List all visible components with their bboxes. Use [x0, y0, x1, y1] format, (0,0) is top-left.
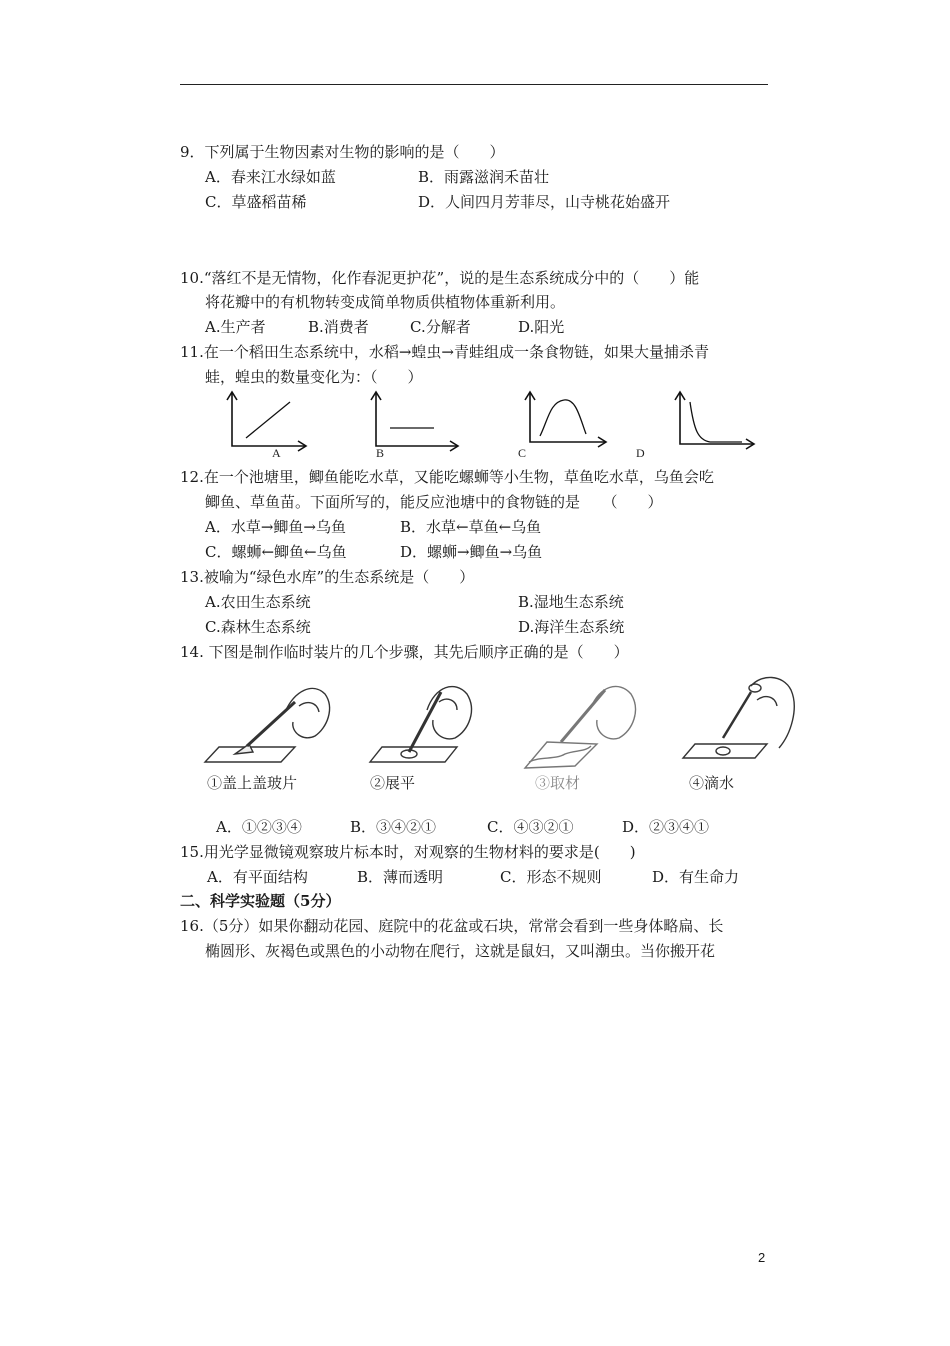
- q13-stem: 13.被喻为“绿色水库”的生态系统是（ ）: [180, 568, 475, 586]
- q14-step-illustrations: [195, 672, 805, 802]
- q9-option-b: B．雨露滋润禾苗壮: [418, 168, 550, 186]
- section2-title: 二、科学实验题（5分）: [180, 892, 341, 910]
- q12-option-c: C．螺蛳←鲫鱼←乌鱼: [205, 543, 347, 561]
- step2-label: ②展平: [370, 775, 416, 792]
- header-rule: [180, 84, 768, 85]
- q15-option-c: C．形态不规则: [500, 868, 602, 886]
- q12-option-b: B．水草←草鱼←乌鱼: [400, 518, 542, 536]
- q14-option-a: A．①②③④: [216, 818, 302, 836]
- q13-option-a: A.农田生态系统: [205, 593, 311, 611]
- q10-stem-line1: 10.“落红不是无情物，化作春泥更护花”，说的是生态系统成分中的（ ）能: [180, 269, 700, 287]
- q14-option-c: C．④③②①: [487, 818, 574, 836]
- q10-option-a: A.生产者: [205, 318, 266, 336]
- q16-stem-line2: 椭圆形、灰褐色或黑色的小动物在爬行，这就是鼠妇，又叫潮虫。当你搬开花: [205, 942, 716, 960]
- q10-option-d: D.阳光: [518, 318, 565, 336]
- q10-option-c: C.分解者: [410, 318, 471, 336]
- step4-illustration: [683, 677, 794, 758]
- q12-option-a: A．水草→鲫鱼→乌鱼: [205, 518, 346, 536]
- q12-option-d: D．螺蛳→鲫鱼→乌鱼: [400, 543, 543, 561]
- graph-b: [371, 392, 458, 460]
- q11-graphs: [220, 390, 780, 460]
- graph-d: [636, 392, 754, 460]
- graph-label-a: A: [272, 446, 281, 460]
- graph-label-b: B: [376, 446, 385, 460]
- q13-option-d: D.海洋生态系统: [518, 618, 625, 636]
- q11-stem-line2: 蛙，蝗虫的数量变化为：（ ）: [205, 368, 423, 386]
- q9-option-c: C．草盛稻苗稀: [205, 193, 307, 211]
- q14-option-d: D．②③④①: [622, 818, 710, 836]
- q9-option-a: A．春来江水绿如蓝: [205, 168, 336, 186]
- step3-illustration: [525, 686, 635, 768]
- graph-c: [518, 392, 606, 460]
- step3-label: ③取材: [535, 775, 581, 792]
- q15-option-a: A．有平面结构: [207, 868, 308, 886]
- graph-a: [227, 392, 306, 460]
- q13-option-b: B.湿地生态系统: [518, 593, 624, 611]
- q15-option-d: D．有生命力: [652, 868, 740, 886]
- graph-label-c: C: [518, 446, 527, 460]
- q12-stem-line1: 12.在一个池塘里，鲫鱼能吃水草，又能吃螺蛳等小生物，草鱼吃水草，乌鱼会吃: [180, 468, 714, 486]
- graph-label-d: D: [636, 446, 645, 460]
- q14-stem: 14. 下图是制作临时装片的几个步骤，其先后顺序正确的是（ ）: [180, 643, 629, 661]
- step1-label: ①盖上盖玻片: [207, 775, 298, 792]
- q16-stem-line1: 16.（5分）如果你翻动花园、庭院中的花盆或石块，常常会看到一些身体略扁、长: [180, 917, 724, 935]
- q12-stem-line2: 鲫鱼、草鱼苗。下面所写的，能反应池塘中的食物链的是 （ ）: [205, 493, 663, 511]
- step4-label: ④滴水: [689, 775, 735, 792]
- q9-stem: 9．下列属于生物因素对生物的影响的是（ ）: [180, 143, 505, 161]
- q10-option-b: B.消费者: [308, 318, 369, 336]
- q9-option-d: D．人间四月芳菲尽，山寺桃花始盛开: [418, 193, 671, 211]
- page-number: 2: [758, 1250, 766, 1265]
- q15-stem: 15.用光学显微镜观察玻片标本时，对观察的生物材料的要求是( ): [180, 843, 636, 861]
- q11-stem-line1: 11.在一个稻田生态系统中，水稻→蝗虫→青蛙组成一条食物链，如果大量捕杀青: [180, 343, 709, 361]
- step1-illustration: [205, 688, 330, 762]
- q15-option-b: B．薄而透明: [357, 868, 444, 886]
- q14-option-b: B．③④②①: [350, 818, 437, 836]
- q13-option-c: C.森林生态系统: [205, 618, 311, 636]
- step2-illustration: [370, 687, 471, 762]
- q10-stem-line2: 将花瓣中的有机物转变成简单物质供植物体重新利用。: [205, 293, 566, 311]
